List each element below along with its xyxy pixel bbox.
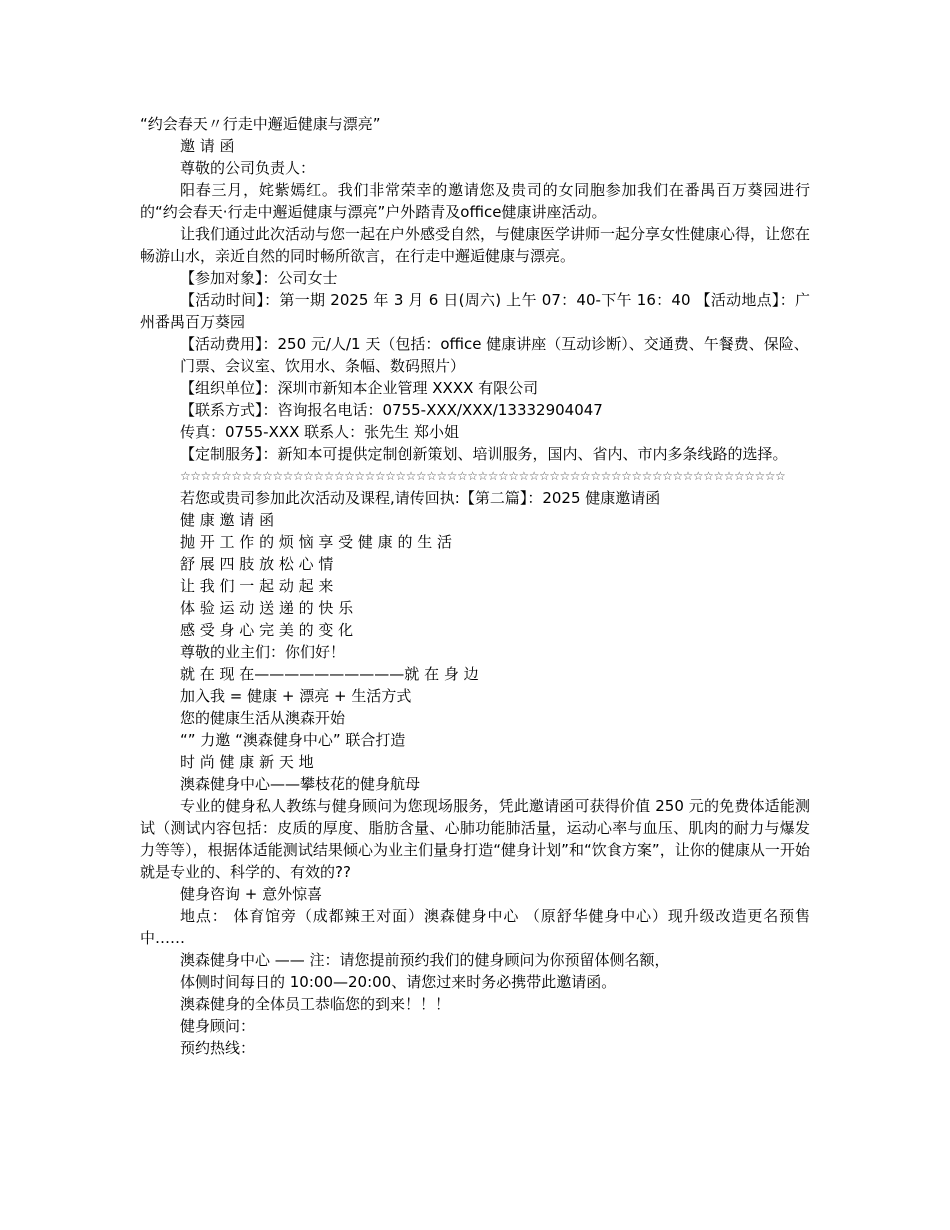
slogan-line: 让 我 们 一 起 动 起 来: [180, 577, 334, 595]
activity-paragraph: 让我们通过此次活动与您一起在户外感受自然，与健康医学讲师一起分享女性健康心得，让您在畅游山水，亲近自然的同时畅所欲言，在行走中邂逅健康与漂亮。: [140, 225, 811, 265]
participants-line: 【参加对象】：公司女士: [180, 269, 338, 287]
fee-continued-line: 门票、会议室、饮用水、条幅、数码照片）: [180, 357, 466, 375]
invite-line: “” 力邀 “澳森健身中心” 联合打造: [180, 731, 406, 749]
welcome-line: 澳森健身的全体员工恭临您的到来！！！: [180, 995, 451, 1013]
document-page: [140, 113, 810, 1059]
now-line: 就 在 现 在——————————就 在 身 边: [180, 665, 479, 683]
custom-service-line: 【定制服务】：新知本可提供定制创新策划、培训服务，国内、省内、市内多条线路的选择。: [180, 445, 788, 463]
address-line: 地点： 体育馆旁（成都辣王对面）澳森健身中心 （原舒华健身中心）现升级改造更名预售中……: [140, 907, 810, 947]
document-title: “约会春天〃行走中邂逅健康与漂亮”: [140, 115, 381, 133]
fee-line: 【活动费用】：250 元/人/1 天（包括：office 健康讲座（互动诊断）、交通费、午餐费、保险、: [180, 335, 809, 353]
slogan-line: 抛 开 工 作 的 烦 恼 享 受 健 康 的 生 活: [180, 533, 452, 551]
fax-line: 传真：0755-XXX 联系人：张先生 郑小姐: [180, 423, 459, 441]
reply-line: 若您或贵司参加此次活动及课程,请传回执:【第二篇】：2025 健康邀请函: [180, 489, 661, 507]
owners-greeting: 尊敬的业主们：你们好！: [180, 643, 346, 661]
salutation: 尊敬的公司负责人：: [180, 159, 316, 177]
invitation-heading: 邀 请 函: [180, 137, 235, 155]
star-divider: ☆☆☆☆☆☆☆☆☆☆☆☆☆☆☆☆☆☆☆☆☆☆☆☆☆☆☆☆☆☆☆☆☆☆☆☆☆☆☆☆☆☆☆☆☆☆☆☆☆☆☆☆☆☆☆☆☆☆☆: [180, 469, 786, 483]
start-line: 您的健康生活从澳森开始: [180, 709, 346, 727]
slogan-line: 体 验 运 动 送 递 的 快 乐: [180, 599, 354, 617]
fashion-line: 时 尚 健 康 新 天 地: [180, 753, 314, 771]
slogan-line: 感 受 身 心 完 美 的 变 化: [180, 621, 354, 639]
flagship-line: 澳森健身中心——攀枝花的健身航母: [180, 775, 421, 793]
note-line: 澳森健身中心 —— 注：请您提前预约我们的健身顾问为你预留体侧名额，: [180, 951, 670, 969]
organizer-line: 【组织单位】：深圳市新知本企业管理 XXXX 有限公司: [180, 379, 539, 397]
fitness-test-paragraph: 专业的健身私人教练与健身顾问为您现场服务，凭此邀请函可获得价值 250 元的免费体适能测试（测试内容包括：皮质的厚度、脂肪含量、心肺功能肺活量，运动心率与血压、肌肉的耐力与爆发力等等），根据体适能测试结果倾心为业主们量身打造“健身计划”和“饮食方案”，让你的健康从一开始就是专业的、科学的、有效的??: [140, 797, 810, 881]
time-place-line: 【活动时间】：第一期 2025 年 3 月 6 日(周六) 上午 07：40-下午 16：40 【活动地点】：广州番禺百万葵园: [140, 291, 810, 331]
health-invitation-heading: 健 康 邀 请 函: [180, 511, 275, 529]
join-line: 加入我 = 健康 + 漂亮 + 生活方式: [180, 687, 412, 705]
contact-line: 【联系方式】：咨询报名电话：0755-XXX/XXX/13332904047: [180, 401, 603, 419]
consult-line: 健身咨询 + 意外惊喜: [180, 885, 323, 903]
intro-paragraph: 阳春三月，姹紫嫣红。我们非常荣幸的邀请您及贵司的女同胞参加我们在番禺百万葵园进行的“约会春天·行走中邂逅健康与漂亮”户外踏青及office健康讲座活动。: [140, 181, 810, 221]
hotline-line: 预约热线：: [180, 1039, 256, 1057]
hours-line: 体侧时间每日的 10:00—20:00、请您过来时务必携带此邀请函。: [180, 973, 617, 991]
advisor-line: 健身顾问：: [180, 1017, 256, 1035]
slogan-line: 舒 展 四 肢 放 松 心 情: [180, 555, 334, 573]
